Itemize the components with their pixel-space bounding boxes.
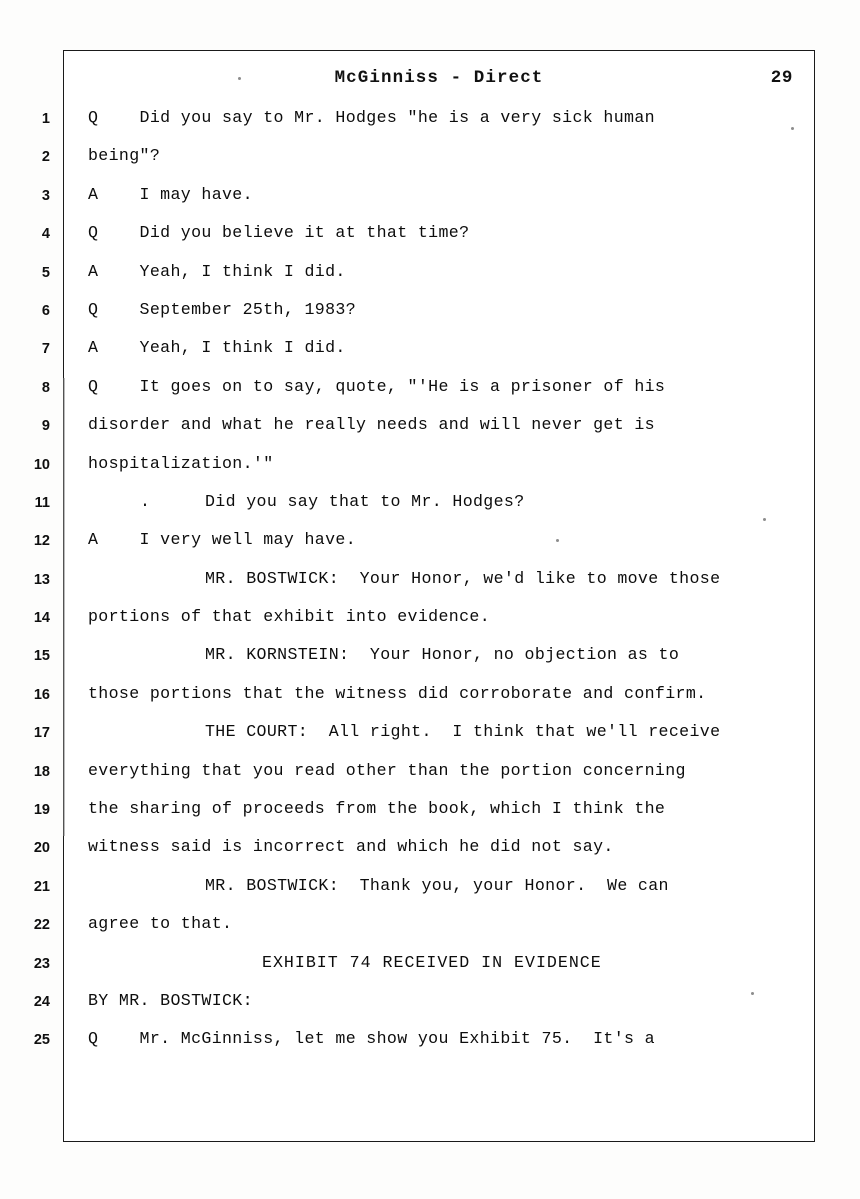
line-text: being"?	[88, 146, 161, 166]
transcript-line	[0, 953, 860, 991]
line-text: Q September 25th, 1983?	[88, 299, 357, 319]
line-text: Q Did you say to Mr. Hodges "he is a very sick human	[88, 108, 655, 127]
line-number: 17	[33, 725, 50, 742]
line-number: 19	[33, 802, 50, 819]
line-number: 21	[33, 878, 50, 895]
line-text: Q Mr. McGinniss, let me show you Exhibit 75. It's a	[88, 1029, 655, 1049]
stray-typewriter-mark: .	[140, 491, 150, 511]
transcript-line	[0, 761, 860, 799]
transcript-line	[0, 569, 860, 607]
line-number: 14	[33, 610, 50, 627]
line-number: 4	[41, 226, 50, 243]
transcript-line	[0, 607, 860, 645]
transcript-line	[0, 146, 860, 184]
line-text: portions of that exhibit into evidence.	[88, 607, 491, 627]
transcript-line	[0, 837, 860, 875]
transcript-line	[0, 108, 860, 146]
scan-speck	[751, 992, 754, 995]
transcript-line	[0, 1029, 860, 1067]
transcript-line	[0, 300, 860, 338]
transcript-line	[0, 185, 860, 223]
line-number: 24	[33, 993, 50, 1010]
transcript-line	[0, 454, 860, 492]
line-text: MR. BOSTWICK: Your Honor, we'd like to move those	[205, 568, 721, 588]
transcript-line	[0, 338, 860, 376]
transcript-line	[0, 645, 860, 683]
line-number: 9	[41, 418, 50, 435]
line-text: disorder and what he really needs and will never get is	[88, 415, 655, 435]
line-text: A I may have.	[88, 184, 253, 204]
line-number: 23	[33, 955, 50, 972]
line-text: EXHIBIT 74 RECEIVED IN EVIDENCE	[262, 952, 602, 972]
line-number: 25	[33, 1032, 50, 1049]
scan-speck	[763, 518, 766, 521]
transcript-line	[0, 530, 860, 568]
transcript-line	[0, 492, 860, 530]
transcript-caption: McGinniss - Direct	[334, 68, 544, 88]
transcript-line	[0, 876, 860, 914]
line-text: A Yeah, I think I did.	[88, 261, 346, 281]
line-text: agree to that.	[88, 914, 233, 934]
line-number: 22	[33, 917, 50, 934]
transcript-line	[0, 991, 860, 1029]
line-text: Q It goes on to say, quote, "'He is a prisoner of his	[88, 376, 666, 396]
transcript-line	[0, 684, 860, 722]
transcript-line	[0, 799, 860, 837]
transcript-line	[0, 377, 860, 415]
transcript-line	[0, 914, 860, 952]
scan-speck	[238, 77, 241, 80]
transcript-line	[0, 722, 860, 760]
line-number: 16	[33, 686, 50, 703]
line-text: A I very well may have.	[88, 530, 357, 550]
line-text: A Yeah, I think I did.	[88, 338, 346, 358]
line-number: 6	[41, 302, 50, 319]
page-header	[63, 68, 815, 94]
transcript-lines	[0, 108, 860, 1068]
line-text: Did you say that to Mr. Hodges?	[205, 491, 525, 511]
line-number: 15	[33, 648, 50, 665]
line-text: MR. BOSTWICK: Thank you, your Honor. We can	[205, 875, 669, 895]
line-text: those portions that the witness did corroborate and confirm.	[88, 683, 707, 703]
line-number: 20	[33, 840, 50, 857]
line-number: 10	[33, 456, 50, 473]
line-number: 18	[33, 763, 50, 780]
line-text: hospitalization.'"	[88, 453, 274, 473]
line-number: 12	[33, 533, 50, 550]
scan-speck	[556, 539, 559, 542]
transcript-line	[0, 262, 860, 300]
line-number: 2	[41, 149, 50, 166]
line-number: 3	[41, 187, 50, 204]
line-text: THE COURT: All right. I think that we'll receive	[205, 722, 721, 742]
line-text: MR. KORNSTEIN: Your Honor, no objection as to	[205, 645, 680, 665]
line-number: 5	[41, 264, 50, 281]
scan-speck	[791, 127, 794, 130]
line-number: 13	[33, 571, 50, 588]
transcript-line	[0, 415, 860, 453]
line-number: 8	[41, 379, 50, 396]
line-number: 7	[41, 341, 50, 358]
transcript-line	[0, 223, 860, 261]
line-text: BY MR. BOSTWICK:	[88, 990, 253, 1010]
line-text: the sharing of proceeds from the book, which I think the	[88, 799, 666, 819]
line-text: witness said is incorrect and which he did not say.	[88, 837, 614, 857]
line-number: 1	[41, 111, 50, 127]
line-number: 11	[34, 494, 50, 511]
page-number: 29	[770, 68, 793, 88]
line-text: Q Did you believe it at that time?	[88, 223, 470, 243]
line-text: everything that you read other than the portion concerning	[88, 760, 686, 780]
